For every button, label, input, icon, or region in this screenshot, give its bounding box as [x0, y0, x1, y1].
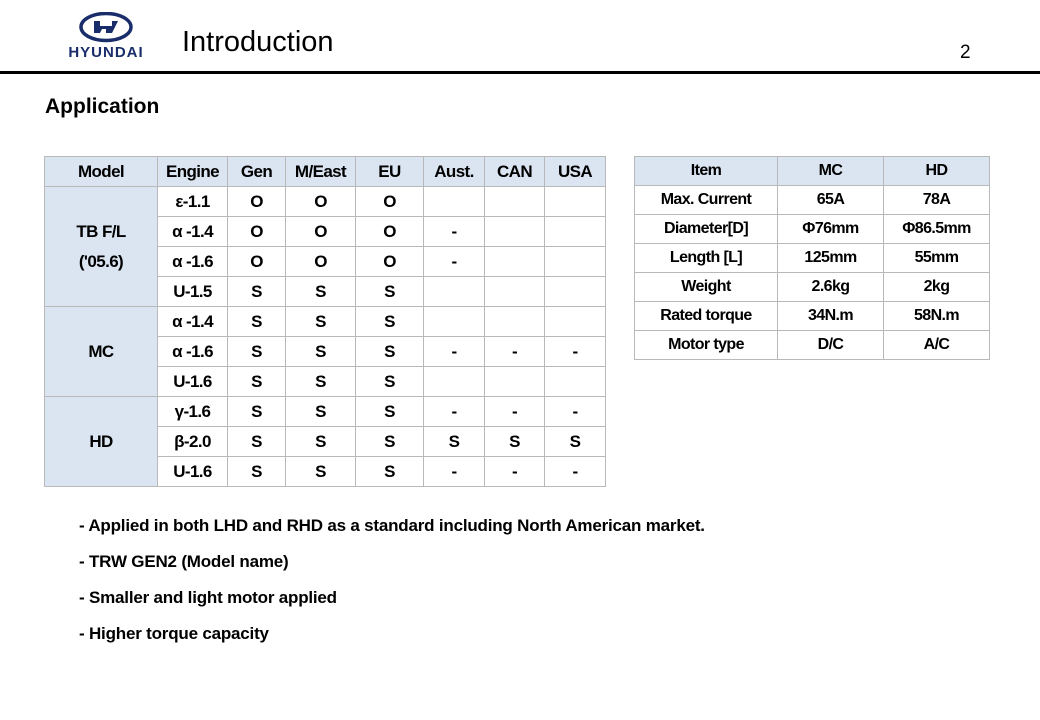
market-cell: O: [228, 217, 286, 247]
col-header: CAN: [485, 157, 545, 187]
engine-cell: β-2.0: [158, 427, 228, 457]
market-cell: S: [228, 307, 286, 337]
market-cell: [424, 277, 485, 307]
table-header-row: [635, 157, 990, 186]
engine-cell: α -1.6: [158, 247, 228, 277]
market-cell: [545, 187, 606, 217]
value-cell: 2.6kg: [778, 273, 884, 302]
spec-table-body: [635, 186, 990, 360]
application-table: [44, 156, 606, 487]
model-cell: [45, 397, 158, 487]
value-cell: Φ86.5mm: [884, 215, 990, 244]
market-cell: S: [286, 427, 356, 457]
col-header: EU: [356, 157, 424, 187]
market-cell: O: [356, 247, 424, 277]
model-name: HD: [89, 431, 113, 451]
market-cell: S: [228, 397, 286, 427]
market-cell: -: [485, 457, 545, 487]
col-header: USA: [545, 157, 606, 187]
market-cell: -: [424, 397, 485, 427]
market-cell: [424, 367, 485, 397]
application-table-body: [45, 187, 606, 487]
col-header: Aust.: [424, 157, 485, 187]
table-header-row: [45, 157, 606, 187]
market-cell: O: [356, 187, 424, 217]
market-cell: -: [424, 247, 485, 277]
market-cell: S: [356, 307, 424, 337]
table-row: [45, 397, 606, 427]
market-cell: S: [356, 427, 424, 457]
market-cell: S: [356, 397, 424, 427]
market-cell: -: [485, 337, 545, 367]
engine-cell: ε-1.1: [158, 187, 228, 217]
market-cell: -: [545, 457, 606, 487]
market-cell: [545, 367, 606, 397]
market-cell: S: [356, 277, 424, 307]
engine-cell: γ-1.6: [158, 397, 228, 427]
value-cell: 125mm: [778, 244, 884, 273]
bullet-item: - TRW GEN2 (Model name): [79, 552, 289, 571]
market-cell: [424, 187, 485, 217]
bullet-item: - Applied in both LHD and RHD as a standard including North American market.: [79, 516, 705, 535]
market-cell: -: [424, 457, 485, 487]
value-cell: 78A: [884, 186, 990, 215]
market-cell: O: [228, 187, 286, 217]
value-cell: 2kg: [884, 273, 990, 302]
market-cell: S: [485, 427, 545, 457]
brand-wordmark: HYUNDAI: [68, 44, 144, 61]
market-cell: -: [545, 337, 606, 367]
value-cell: 34N.m: [778, 302, 884, 331]
market-cell: S: [424, 427, 485, 457]
value-cell: A/C: [884, 331, 990, 360]
col-header: MC: [778, 157, 884, 186]
market-cell: S: [286, 307, 356, 337]
market-cell: S: [228, 337, 286, 367]
value-cell: 58N.m: [884, 302, 990, 331]
engine-cell: U-1.6: [158, 457, 228, 487]
market-cell: S: [286, 367, 356, 397]
engine-cell: U-1.6: [158, 367, 228, 397]
market-cell: S: [286, 277, 356, 307]
market-cell: O: [228, 247, 286, 277]
market-cell: S: [356, 457, 424, 487]
market-cell: O: [356, 217, 424, 247]
market-cell: [485, 247, 545, 277]
table-row: [635, 186, 990, 215]
section-title: Application: [45, 95, 160, 118]
market-cell: [424, 307, 485, 337]
value-cell: 65A: [778, 186, 884, 215]
market-cell: S: [286, 337, 356, 367]
table-row: [635, 215, 990, 244]
market-cell: [485, 217, 545, 247]
bullet-item: - Smaller and light motor applied: [79, 588, 337, 607]
market-cell: S: [545, 427, 606, 457]
market-cell: -: [424, 217, 485, 247]
table-row: [635, 331, 990, 360]
market-cell: -: [485, 397, 545, 427]
market-cell: S: [228, 277, 286, 307]
spec-table: [634, 156, 990, 360]
hyundai-emblem-icon: [56, 12, 156, 44]
model-cell: [45, 307, 158, 397]
table-row: [635, 273, 990, 302]
market-cell: O: [286, 247, 356, 277]
market-cell: S: [356, 337, 424, 367]
page-title: Introduction: [182, 26, 334, 58]
value-cell: Φ76mm: [778, 215, 884, 244]
item-cell: Length [L]: [635, 244, 778, 273]
market-cell: S: [356, 367, 424, 397]
market-cell: [545, 307, 606, 337]
engine-cell: α -1.4: [158, 307, 228, 337]
market-cell: [485, 277, 545, 307]
hyundai-logo: [56, 12, 156, 64]
market-cell: S: [228, 457, 286, 487]
item-cell: Diameter[D]: [635, 215, 778, 244]
market-cell: [485, 307, 545, 337]
market-cell: S: [228, 367, 286, 397]
market-cell: O: [286, 217, 356, 247]
table-row: [635, 302, 990, 331]
market-cell: [485, 367, 545, 397]
market-cell: [485, 187, 545, 217]
engine-cell: α -1.6: [158, 337, 228, 367]
model-cell: [45, 187, 158, 307]
page-number: 2: [960, 42, 971, 63]
table-row: [635, 244, 990, 273]
col-header: HD: [884, 157, 990, 186]
item-cell: Motor type: [635, 331, 778, 360]
item-cell: Weight: [635, 273, 778, 302]
market-cell: O: [286, 187, 356, 217]
model-date: ('05.6): [78, 251, 124, 271]
value-cell: 55mm: [884, 244, 990, 273]
col-header: M/East: [286, 157, 356, 187]
engine-cell: U-1.5: [158, 277, 228, 307]
market-cell: [545, 247, 606, 277]
table-row: [45, 307, 606, 337]
bullet-item: - Higher torque capacity: [79, 624, 269, 643]
header-divider: [0, 71, 1040, 74]
col-header: Item: [635, 157, 778, 186]
table-row: [45, 187, 606, 217]
col-header: Model: [45, 157, 158, 187]
market-cell: S: [228, 427, 286, 457]
value-cell: D/C: [778, 331, 884, 360]
model-name: TB F/L: [76, 221, 126, 241]
market-cell: [545, 277, 606, 307]
market-cell: [545, 217, 606, 247]
item-cell: Rated torque: [635, 302, 778, 331]
market-cell: S: [286, 457, 356, 487]
market-cell: -: [424, 337, 485, 367]
model-name: MC: [88, 341, 114, 361]
market-cell: S: [286, 397, 356, 427]
market-cell: -: [545, 397, 606, 427]
bullet-list: [79, 516, 705, 660]
engine-cell: α -1.4: [158, 217, 228, 247]
col-header: Gen: [228, 157, 286, 187]
col-header: Engine: [158, 157, 228, 187]
item-cell: Max. Current: [635, 186, 778, 215]
